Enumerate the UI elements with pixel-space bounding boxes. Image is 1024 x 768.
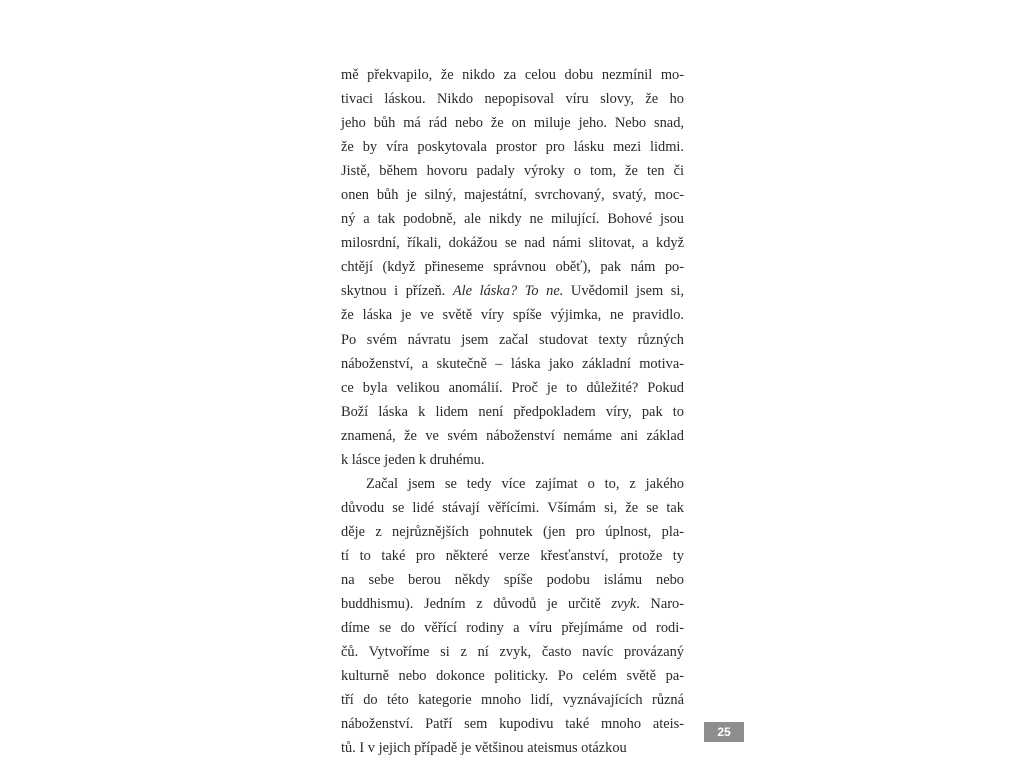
text-run: náboženství, a skutečně – láska jako základní motiva-	[341, 355, 684, 372]
body-text	[341, 63, 684, 760]
text-run: na sebe berou někdy spíše podobu islámu nebo	[341, 571, 684, 588]
text-line	[341, 376, 684, 400]
text-run: skytnou i přízeň.	[341, 283, 453, 300]
text-line	[341, 111, 684, 135]
text-run: . Naro-	[636, 596, 684, 613]
text-line	[341, 712, 684, 736]
text-run: mě překvapilo, že nikdo za celou dobu nezmínil mo-	[341, 67, 684, 83]
text-line	[341, 207, 684, 231]
text-run: ce byla velikou anomálií. Proč je to důležité? Pokud	[341, 379, 684, 396]
text-run: Uvědomil jsem si,	[563, 283, 684, 300]
text-line	[341, 736, 684, 760]
text-line	[341, 328, 684, 352]
text-line	[341, 616, 684, 640]
italic-text: Ale láska? To ne.	[452, 283, 564, 300]
italic-text: zvyk	[611, 596, 637, 613]
text-run: důvodu se lidé stávají věřícími. Všímám si, že se tak	[341, 499, 684, 516]
text-run: náboženství. Patří sem kupodivu také mnoho ateis-	[341, 716, 684, 733]
text-run: buddhismu). Jedním z důvodů je určitě	[341, 596, 612, 613]
text-line	[341, 592, 684, 616]
text-run: díme se do věřící rodiny a víru přejímáme od rodi-	[341, 620, 684, 637]
text-run: tří do této kategorie mnoho lidí, vyznávajících různá	[341, 692, 684, 709]
text-run: kulturně nebo dokonce politicky. Po celém světě pa-	[341, 668, 684, 685]
text-run: ný a tak podobně, ale nikdy ne milující. Bohové jsou	[341, 211, 684, 228]
text-line	[341, 688, 684, 712]
text-line	[341, 568, 684, 592]
text-run: jeho bůh má rád nebo že on miluje jeho. Nebo snad,	[341, 115, 684, 132]
text-line	[341, 159, 684, 183]
text-line	[341, 279, 684, 303]
text-run: Jistě, během hovoru padaly výroky o tom, že ten či	[341, 163, 684, 180]
text-run: že láska je ve světě víry spíše výjimka, ne pravidlo.	[341, 307, 684, 324]
text-run: k lásce jeden k druhému.	[341, 451, 485, 468]
text-run: chtějí (když přineseme správnou oběť), pak nám po-	[341, 259, 684, 276]
text-line	[341, 400, 684, 424]
text-run: tí to také pro některé verze křesťanství, protože ty	[341, 547, 684, 564]
text-run: čů. Vytvoříme si z ní zvyk, často navíc provázaný	[341, 644, 684, 661]
text-line	[341, 255, 684, 279]
text-run: Boží láska k lidem není předpokladem víry, pak to	[341, 403, 684, 420]
text-run: Začal jsem se tedy více zajímat o to, z jakého	[366, 475, 684, 492]
text-line	[341, 448, 684, 472]
text-line	[341, 664, 684, 688]
text-run: tů. I v jejich případě je většinou ateismus otázkou	[341, 740, 627, 757]
text-line	[341, 520, 684, 544]
text-run: onen bůh je silný, majestátní, svrchovaný, svatý, moc-	[341, 187, 684, 204]
page-number: 25	[704, 722, 744, 742]
text-run: že by víra poskytovala prostor pro lásku mezi lidmi.	[341, 139, 684, 156]
text-line	[341, 183, 684, 207]
text-line	[341, 303, 684, 327]
text-line	[341, 424, 684, 448]
text-run: milosrdní, říkali, dokážou se nad námi slitovat, a když	[341, 235, 684, 252]
text-run: Po svém návratu jsem začal studovat texty různých	[341, 331, 684, 348]
text-line	[341, 496, 684, 520]
paragraph	[341, 472, 684, 761]
text-run: tivaci láskou. Nikdo nepopisoval víru slovy, že ho	[341, 91, 684, 108]
text-line	[341, 231, 684, 255]
text-run: děje z nejrůznějších pohnutek (jen pro úplnost, pla-	[341, 523, 684, 540]
text-line	[341, 640, 684, 664]
text-run: znamená, že ve svém náboženství nemáme ani základ	[341, 427, 684, 444]
text-line	[341, 63, 684, 87]
text-line	[341, 472, 684, 496]
text-line	[341, 135, 684, 159]
paragraph	[341, 63, 684, 472]
text-line	[341, 352, 684, 376]
text-line	[341, 544, 684, 568]
text-line	[341, 87, 684, 111]
